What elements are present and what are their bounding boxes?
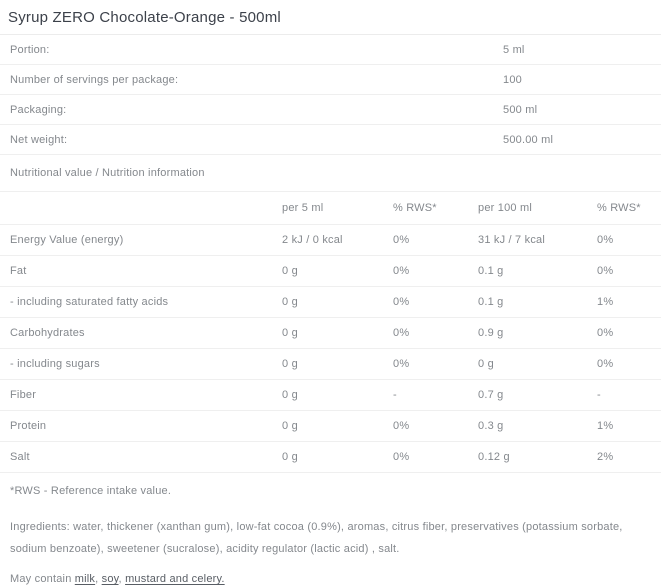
nutrient-label: Energy Value (energy) [10, 234, 124, 246]
column-header-per-100: per 100 ml [478, 202, 532, 214]
column-header-rws-serving: % RWS* [393, 202, 437, 214]
value-rws-100: 1% [597, 296, 614, 308]
value-rws-serving: 0% [393, 296, 410, 308]
ingredients-text: Ingredients: water, thickener (xanthan gum), low-fat cocoa (0.9%), aromas, citrus fiber, preservatives (potassium sorbate, sodium benzoate), sweetener (sucralose), acidity regulator (lactic acid) , salt. [10, 521, 623, 555]
column-header-rws-100: % RWS* [597, 202, 641, 214]
nutrition-section-title-row [0, 155, 661, 192]
nutrient-label: Salt [10, 451, 30, 463]
column-header-per-serving: per 5 ml [282, 202, 324, 214]
value-rws-serving: 0% [393, 358, 410, 370]
nutrient-label: Fiber [10, 389, 37, 401]
value-rws-serving: 0% [393, 420, 410, 432]
value-per-100: 0.1 g [478, 265, 504, 277]
nutrient-label: - including sugars [10, 358, 100, 370]
nutrient-label: - including saturated fatty acids [10, 296, 169, 308]
table-row-fiber [0, 380, 661, 411]
value-per-serving: 0 g [282, 265, 298, 277]
table-row-sugars [0, 349, 661, 380]
table-row-saturated-fat [0, 287, 661, 318]
value-rws-100: 0% [597, 358, 614, 370]
value-per-serving: 0 g [282, 451, 298, 463]
value-rws-100: - [597, 389, 601, 401]
info-label: Number of servings per package: [10, 73, 179, 86]
value-rws-serving: 0% [393, 451, 410, 463]
allergen-statement [0, 573, 661, 585]
info-value: 100 [503, 73, 522, 86]
value-per-100: 0.7 g [478, 389, 504, 401]
info-value: 500 ml [503, 103, 538, 116]
allergen-item-mustard-celery: mustard and celery. [125, 573, 225, 585]
info-value: 500.00 ml [503, 133, 554, 146]
value-per-serving: 2 kJ / 0 kcal [282, 234, 343, 246]
value-rws-serving: - [393, 389, 397, 401]
value-per-100: 31 kJ / 7 kcal [478, 234, 545, 246]
value-rws-serving: 0% [393, 234, 410, 246]
value-rws-serving: 0% [393, 327, 410, 339]
value-rws-100: 0% [597, 234, 614, 246]
allergen-prefix: May contain [10, 573, 75, 585]
allergen-item-soy: soy [101, 573, 119, 585]
info-value: 5 ml [503, 43, 525, 56]
value-per-serving: 0 g [282, 420, 298, 432]
value-per-100: 0.9 g [478, 327, 504, 339]
value-per-serving: 0 g [282, 358, 298, 370]
page-title: Syrup ZERO Chocolate-Orange - 500ml [0, 0, 661, 35]
value-per-100: 0 g [478, 358, 494, 370]
table-row-carbohydrates [0, 318, 661, 349]
section-title: Nutritional value / Nutrition information [10, 167, 205, 179]
nutrient-label: Fat [10, 265, 27, 277]
info-row-net-weight [0, 125, 661, 155]
value-per-100: 0.12 g [478, 451, 510, 463]
table-row-salt [0, 442, 661, 473]
value-per-serving: 0 g [282, 296, 298, 308]
table-header-row [0, 192, 661, 225]
allergen-separator: , [95, 573, 102, 585]
info-row-portion [0, 35, 661, 65]
info-label: Packaging: [10, 103, 67, 116]
allergen-item-milk: milk [74, 573, 96, 585]
value-rws-serving: 0% [393, 265, 410, 277]
table-row-energy [0, 225, 661, 256]
table-row-fat [0, 256, 661, 287]
value-rws-100: 0% [597, 327, 614, 339]
value-per-100: 0.1 g [478, 296, 504, 308]
rws-footnote: *RWS - Reference intake value. [10, 485, 172, 497]
value-per-100: 0.3 g [478, 420, 504, 432]
table-row-protein [0, 411, 661, 442]
nutrient-label: Carbohydrates [10, 327, 85, 339]
value-per-serving: 0 g [282, 389, 298, 401]
info-row-servings [0, 65, 661, 95]
info-label: Net weight: [10, 133, 68, 146]
value-per-serving: 0 g [282, 327, 298, 339]
value-rws-100: 1% [597, 420, 614, 432]
nutrient-label: Protein [10, 420, 47, 432]
info-row-packaging [0, 95, 661, 125]
info-label: Portion: [10, 43, 50, 56]
value-rws-100: 0% [597, 265, 614, 277]
value-rws-100: 2% [597, 451, 614, 463]
allergen-separator: , [118, 573, 126, 585]
